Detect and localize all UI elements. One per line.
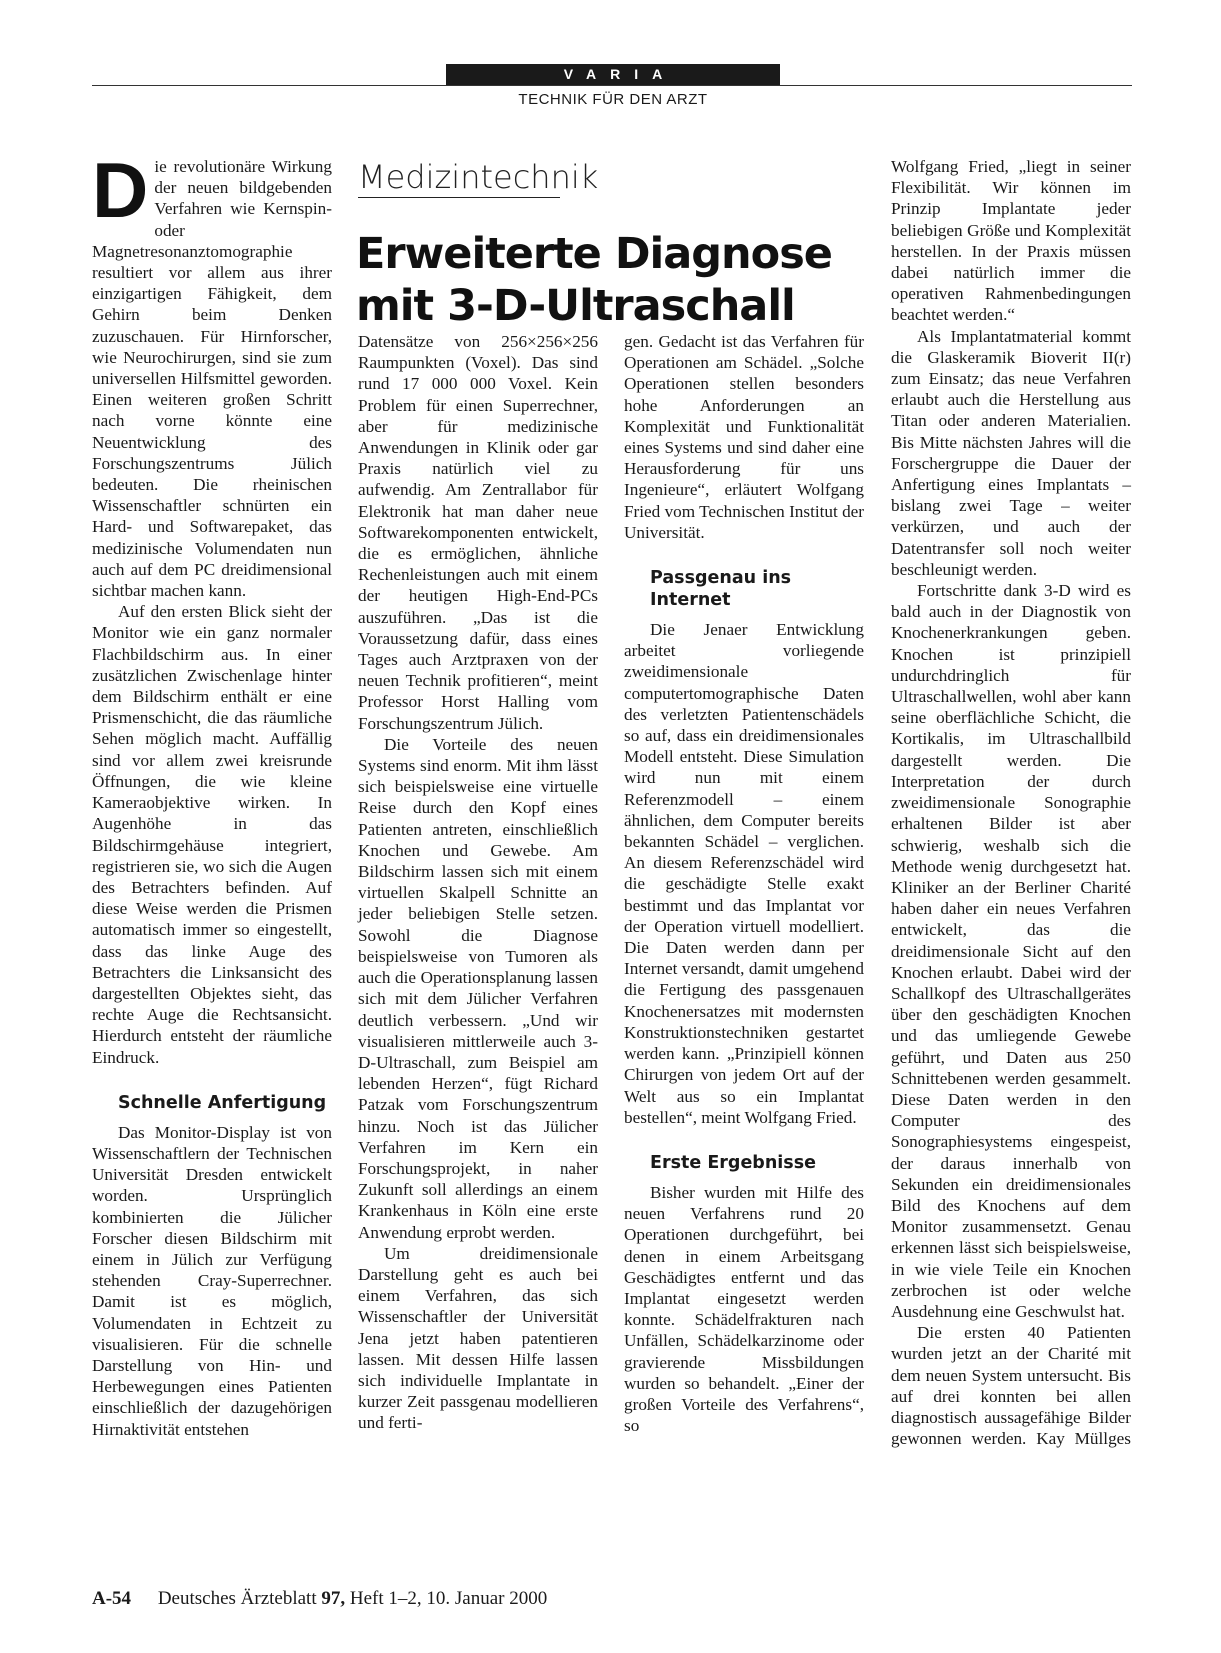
paragraph: Als Implantatmaterial kommt die Glaskeramik Bioverit II(r) zum Einsatz; das neue Verfahren erlaubt auch die Herstellung aus Titan oder anderen Materialien. Bis Mitte nächsten Jahres will die Forschergruppe die Dauer der Anfertigung eines Implantats – bislang zwei Tage – weiter verkürzen, und auch der Datentransfer soll noch weiter beschleunigt werden. bbox=[891, 326, 1131, 579]
article-kicker: Medizintechnik bbox=[358, 158, 599, 196]
paragraph: Um dreidimensionale Darstellung geht es auch bei einem Verfahren, das sich Wissenschaftler der Universität Jena jetzt haben patentieren lassen. Mit dessen Hilfe lassen sich individuelle Implantate in kurzer Zeit passgenau modellieren und ferti- bbox=[358, 1243, 598, 1433]
paragraph: Wolfgang Fried, „liegt in seiner Flexibilität. Wir können im Prinzip Implantate jeder beliebigen Größe und Komplexität herstellen. In der Praxis müssen dabei natürlich immer die operativen Rahmenbedingungen beachtet werden.“ bbox=[891, 157, 1131, 325]
article-headline bbox=[356, 228, 876, 332]
column-1 bbox=[92, 146, 332, 1440]
subsection-label: TECHNIK FÜR DEN ARZT bbox=[518, 91, 708, 108]
journal-name: Deutsches Ärzteblatt bbox=[157, 1588, 317, 1609]
paragraph: Fortschritte dank 3-D wird es bald auch in der Diagnostik von Knochenerkrankungen geben. Knochen ist prinzipiell undurchdringlich für Ultraschallwellen, wohl aber kann seine oberflächliche Schicht, die Kortikalis, im Ultraschallbild dargestellt werden. Die Interpretation der durch zweidimensionale Sonographie erhaltenen Bilder ist aber schwierig, weshalb sich die Methode wenig durchgesetzt hat. Kliniker an der Berliner Charité haben daher ein neues Verfahren entwickelt, das die dreidimensionale Sicht auf den Knochen erlaubt. Dabei wird der Schallkopf des Ultraschallgerätes über den geschädigten Knochen und das umliegende Gewebe geführt, und Daten aus 250 Schnittebenen werden gesammelt. Diese Daten werden in den Computer des Sonographiesystems eingespeist, der daraus innerhalb von Sekunden ein dreidimensionales Bild des Knochens auf dem Monitor zusammensetzt. Genau erkennen lässt sich beispielsweise, in wie viele Teile ein Knochen zerbrochen ist oder welche Ausdehnung eine Geschwulst hat. bbox=[891, 581, 1131, 1321]
paragraph: Die Vorteile des neuen Systems sind enorm. Mit ihm lässt sich beispielsweise eine virtuelle Reise durch den Kopf eines Patienten antreten, einschließlich Knochen und Gewebe. Am Bildschirm lassen sich mit einem virtuellen Skalpell Schnitte an jeder beliebigen Stelle setzen. Sowohl die Diagnose beispielsweise von Tumoren als auch die Operationsplanung lassen sich mit dem Jülicher Verfahren deutlich verbessern. „Und wir visualisieren mittlerweile auch 3-D-Ultraschall, zum Beispiel am lebenden Herzen“, fügt Richard Patzak vom Forschungszentrum hinzu. Noch ist das Jülicher Verfahren im Kern ein Forschungsprojekt, in naher Zukunft soll allerdings an einem Krankenhaus in Köln eine erste Anwendung erprobt werden. bbox=[358, 734, 598, 1242]
column-2 bbox=[358, 331, 598, 1434]
subheading: Schnelle Anfertigung bbox=[118, 1092, 327, 1113]
paragraph: Datensätze von 256×256×256 Raumpunkten (Voxel). Das sind rund 17 000 000 Voxel. Kein Problem für einen Superrechner, aber für medizinische Anwendungen in Klinik oder gar Praxis natürlich viel zu aufwendig. Am Zentrallabor für Elektronik hat man daher neue Softwarekomponenten entwickelt, die es ermöglichen, ähnliche Rechenleistungen auch mit einem der heutigen High-End-PCs auszuführen. „Das ist die Voraussetzung dafür, dass eines Tages auch Arztpraxen von der neuen Technik profitieren“, meint Professor Horst Halling vom Forschungszentrum Jülich. bbox=[358, 332, 598, 733]
journal-volume: 97, bbox=[321, 1588, 346, 1609]
paragraph: Das Monitor-Display ist von Wissenschaftlern der Technischen Universität Dresden entwickelt worden. Ursprünglich kombinierten die Jülicher Forscher diesen Bildschirm mit einem in Jülich zur Verfügung stehenden Cray-Superrechner. Damit ist es möglich, Volumendaten in Echtzeit zu visualisieren. Für die schnelle Darstellung von Hin- und Herbewegungen eines Patienten einschließlich der dazugehörigen Hirnaktivität entstehen bbox=[92, 1122, 332, 1439]
paragraph bbox=[891, 1322, 1131, 1449]
page-number: A-54 bbox=[92, 1588, 132, 1609]
headline-line-1: Erweiterte Diagnose bbox=[356, 229, 832, 279]
paragraph: Bisher wurden mit Hilfe des neuen Verfahrens rund 20 Operationen durchgeführt, bei denen in einem Arbeitsgang Geschädigtes entfernt und das Implantat eingesetzt werden konnte. Schädelfrakturen nach Unfällen, Schädelkarzinome oder gravierende Missbildungen wurden so behandelt. „Einer der großen Vorteile des Verfahrens“, so bbox=[624, 1182, 864, 1436]
subheading: Passgenau ins Internet bbox=[650, 568, 792, 611]
kicker-rule bbox=[358, 197, 560, 198]
paragraph bbox=[92, 146, 332, 601]
journal-issue: Heft 1–2, 10. Januar 2000 bbox=[349, 1588, 548, 1609]
page-footer bbox=[92, 1588, 547, 1610]
paragraph: gen. Gedacht ist das Verfahren für Operationen am Schädel. „Solche Operationen stellen besonders hohe Anforderungen an Komplexität und Funktionalität eines Systems und sind daher eine Herausforderung für uns Ingenieure“, erläutert Wolfgang Fried vom Technischen Institut der Universität. bbox=[624, 332, 865, 542]
drop-cap: D bbox=[92, 146, 149, 234]
paragraph: Die Jenaer Entwicklung arbeitet vorliegende zweidimensionale computertomographische Daten des verletzten Patientenschädels so auf, dass ein dreidimensionales Modell entsteht. Diese Simulation wird nun mit einem Referenzmodell – einem ähnlichen, dem Computer bereits bekannten Schädel – verglichen. An diesem Referenzschädel wird die geschädigte Stelle exakt bestimmt und das Implantat vor der Operation virtuell modelliert. Die Daten werden dann per Internet versandt, damit umgehend die Fertigung des passgenauen Knochenersatzes mit modernsten Konstruktionstechniken gestartet werden kann. „Prinzipiell können Chirurgen von jedem Ort auf der Welt aus so ein Implantat bestellen“, meint Wolfgang Fried. bbox=[624, 620, 864, 1127]
column-3 bbox=[624, 331, 864, 1436]
author-signature: Kay Müllges bbox=[1036, 1429, 1131, 1449]
paragraph-text: ie revolutionäre Wirkung der neuen bildgebenden Verfahren wie Kernspin- oder Magnetresonanztomographie resultiert vor allem aus ihrer einzigartigen Fähigkeit, dem Gehirn beim Denken zuzuschauen. Für Hirnforscher, wie Neurochirurgen, sind sie zum universellen Hilfsmittel geworden. Einen weiteren großen Schritt nach vorne könnte eine Neuentwicklung des Forschungszentrums Jülich bedeuten. Die rheinischen Wissenschaftler schnürten ein Hard- und Softwarepaket, das medizinische Volumendaten nun auch auf dem PC dreidimensional sichtbar machen kann. bbox=[92, 157, 332, 601]
section-label: VARIA bbox=[446, 64, 780, 85]
column-4 bbox=[891, 156, 1131, 1449]
headline-line-2: mit 3-D-Ultraschall bbox=[356, 281, 795, 331]
subheading: Erste Ergebnisse bbox=[650, 1152, 816, 1173]
paragraph: Auf den ersten Blick sieht der Monitor wie ein ganz normaler Flachbildschirm aus. In einer zusätzlichen Zwischenlage hinter dem Bildschirm enthält er eine Prismenschicht, die das räumliche Sehen möglich macht. Auffällig sind vor allem zwei kreisrunde Öffnungen, die wie kleine Kameraobjektive wirken. In Augenhöhe in das Bildschirmgehäuse integriert, registrieren sie, wo sich die Augen des Betrachters befinden. Auf diese Weise werden die Prismen automatisch immer so eingestellt, dass das linke Auge des Betrachters die Linksansicht des dargestellten Objektes sieht, das rechte Auge die Rechtsansicht. Hierdurch entsteht der räumliche Eindruck. bbox=[92, 602, 332, 1067]
paragraph-text: Die ersten 40 Patienten wurden jetzt an der Charité mit dem neuen System untersucht. Bis auf drei konnten bei allen diagnostisch aussagefähige Bilder gewonnen werden. bbox=[891, 1323, 1131, 1449]
header-rule bbox=[92, 85, 1132, 86]
